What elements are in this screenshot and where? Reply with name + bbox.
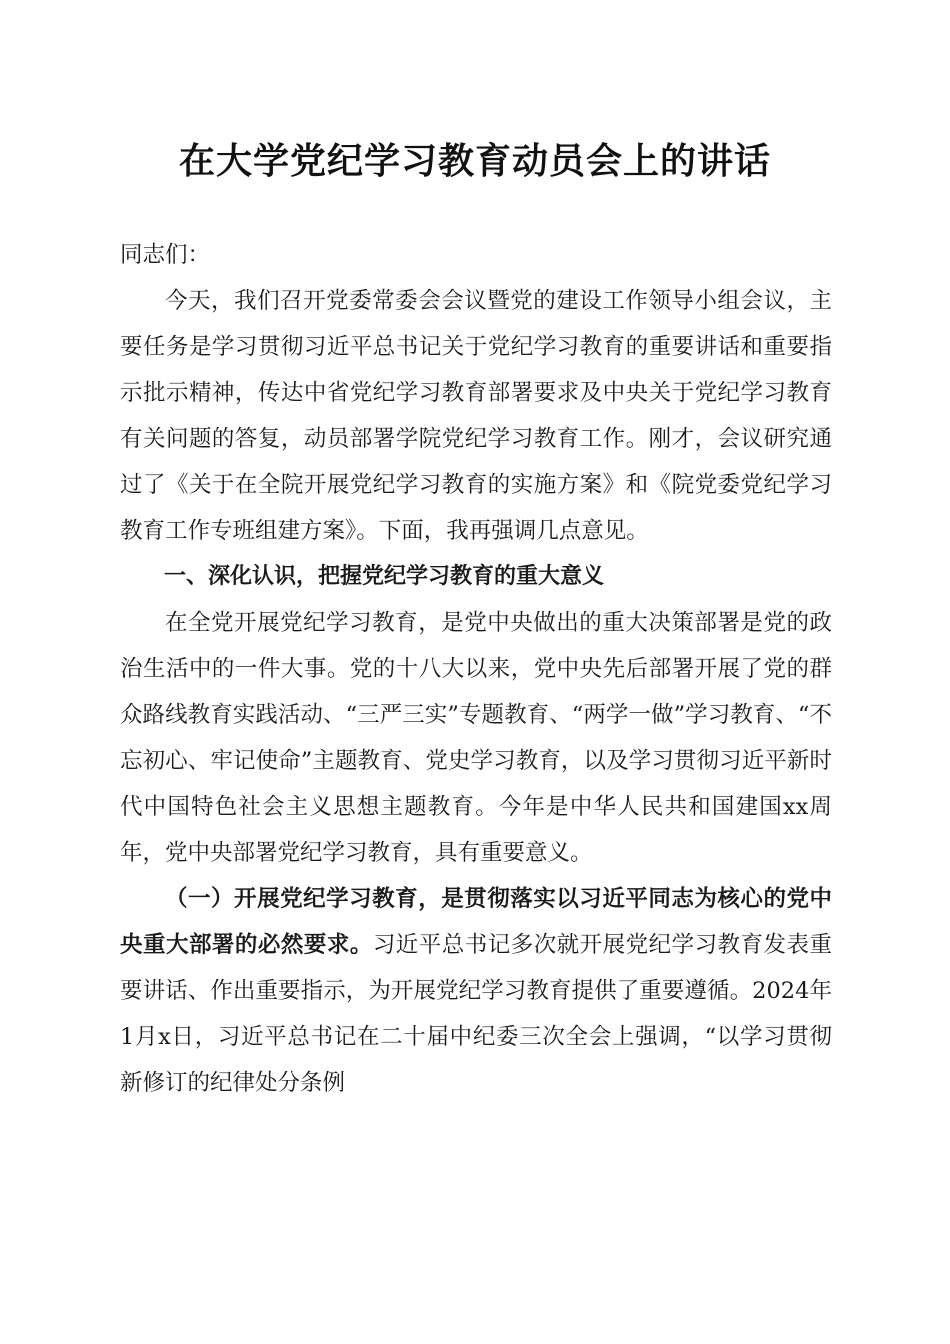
document-body xyxy=(120,232,832,1106)
paragraph-point-1 xyxy=(120,876,832,1106)
section-heading-1: 一、深化认识，把握党纪学习教育的重大意义 xyxy=(164,564,605,589)
point-1-lead: （一）开展党纪学习教育，是贯彻落实以习近平同志为核心的党中央重大部署的必然要求。 xyxy=(120,886,832,958)
paragraph-significance: 在全党开展党纪学习教育，是党中央做出的重大决策部署是党的政治生活中的一件大事。党的十八大以来，党中央先后部署开展了党的群众路线教育实践活动、“三严三实”专题教育、“两学一做”学习教育、“不忘初心、牢记使命”主题教育、党史学习教育，以及学习贯彻习近平新时代中国特色社会主义思想主题教育。今年是中华人民共和国建国xx周年，党中央部署党纪学习教育，具有重要意义。 xyxy=(120,610,832,866)
paragraph-intro: 今天，我们召开党委常委会会议暨党的建设工作领导小组会议，主要任务是学习贯彻习近平总书记关于党纪学习教育的重要讲话和重要指示批示精神，传达中省党纪学习教育部署要求及中央关于党纪学习教育有关问题的答复，动员部署学院党纪学习教育工作。刚才，会议研究通过了《关于在全院开展党纪学习教育的实施方案》和《院党委党纪学习教育工作专班组建方案》。下面，我再强调几点意见。 xyxy=(120,288,832,544)
point-1-text: 习近平总书记多次就开展党纪学习教育发表重要讲话、作出重要指示，为开展党纪学习教育提供了重要遵循。2024年1月x日，习近平总书记在二十届中纪委三次全会上强调，“以学习贯彻新修订的纪律处分条例 xyxy=(120,932,832,1096)
salutation: 同志们： xyxy=(120,242,211,268)
page-title: 在大学党纪学习教育动员会上的讲话 xyxy=(178,140,771,182)
